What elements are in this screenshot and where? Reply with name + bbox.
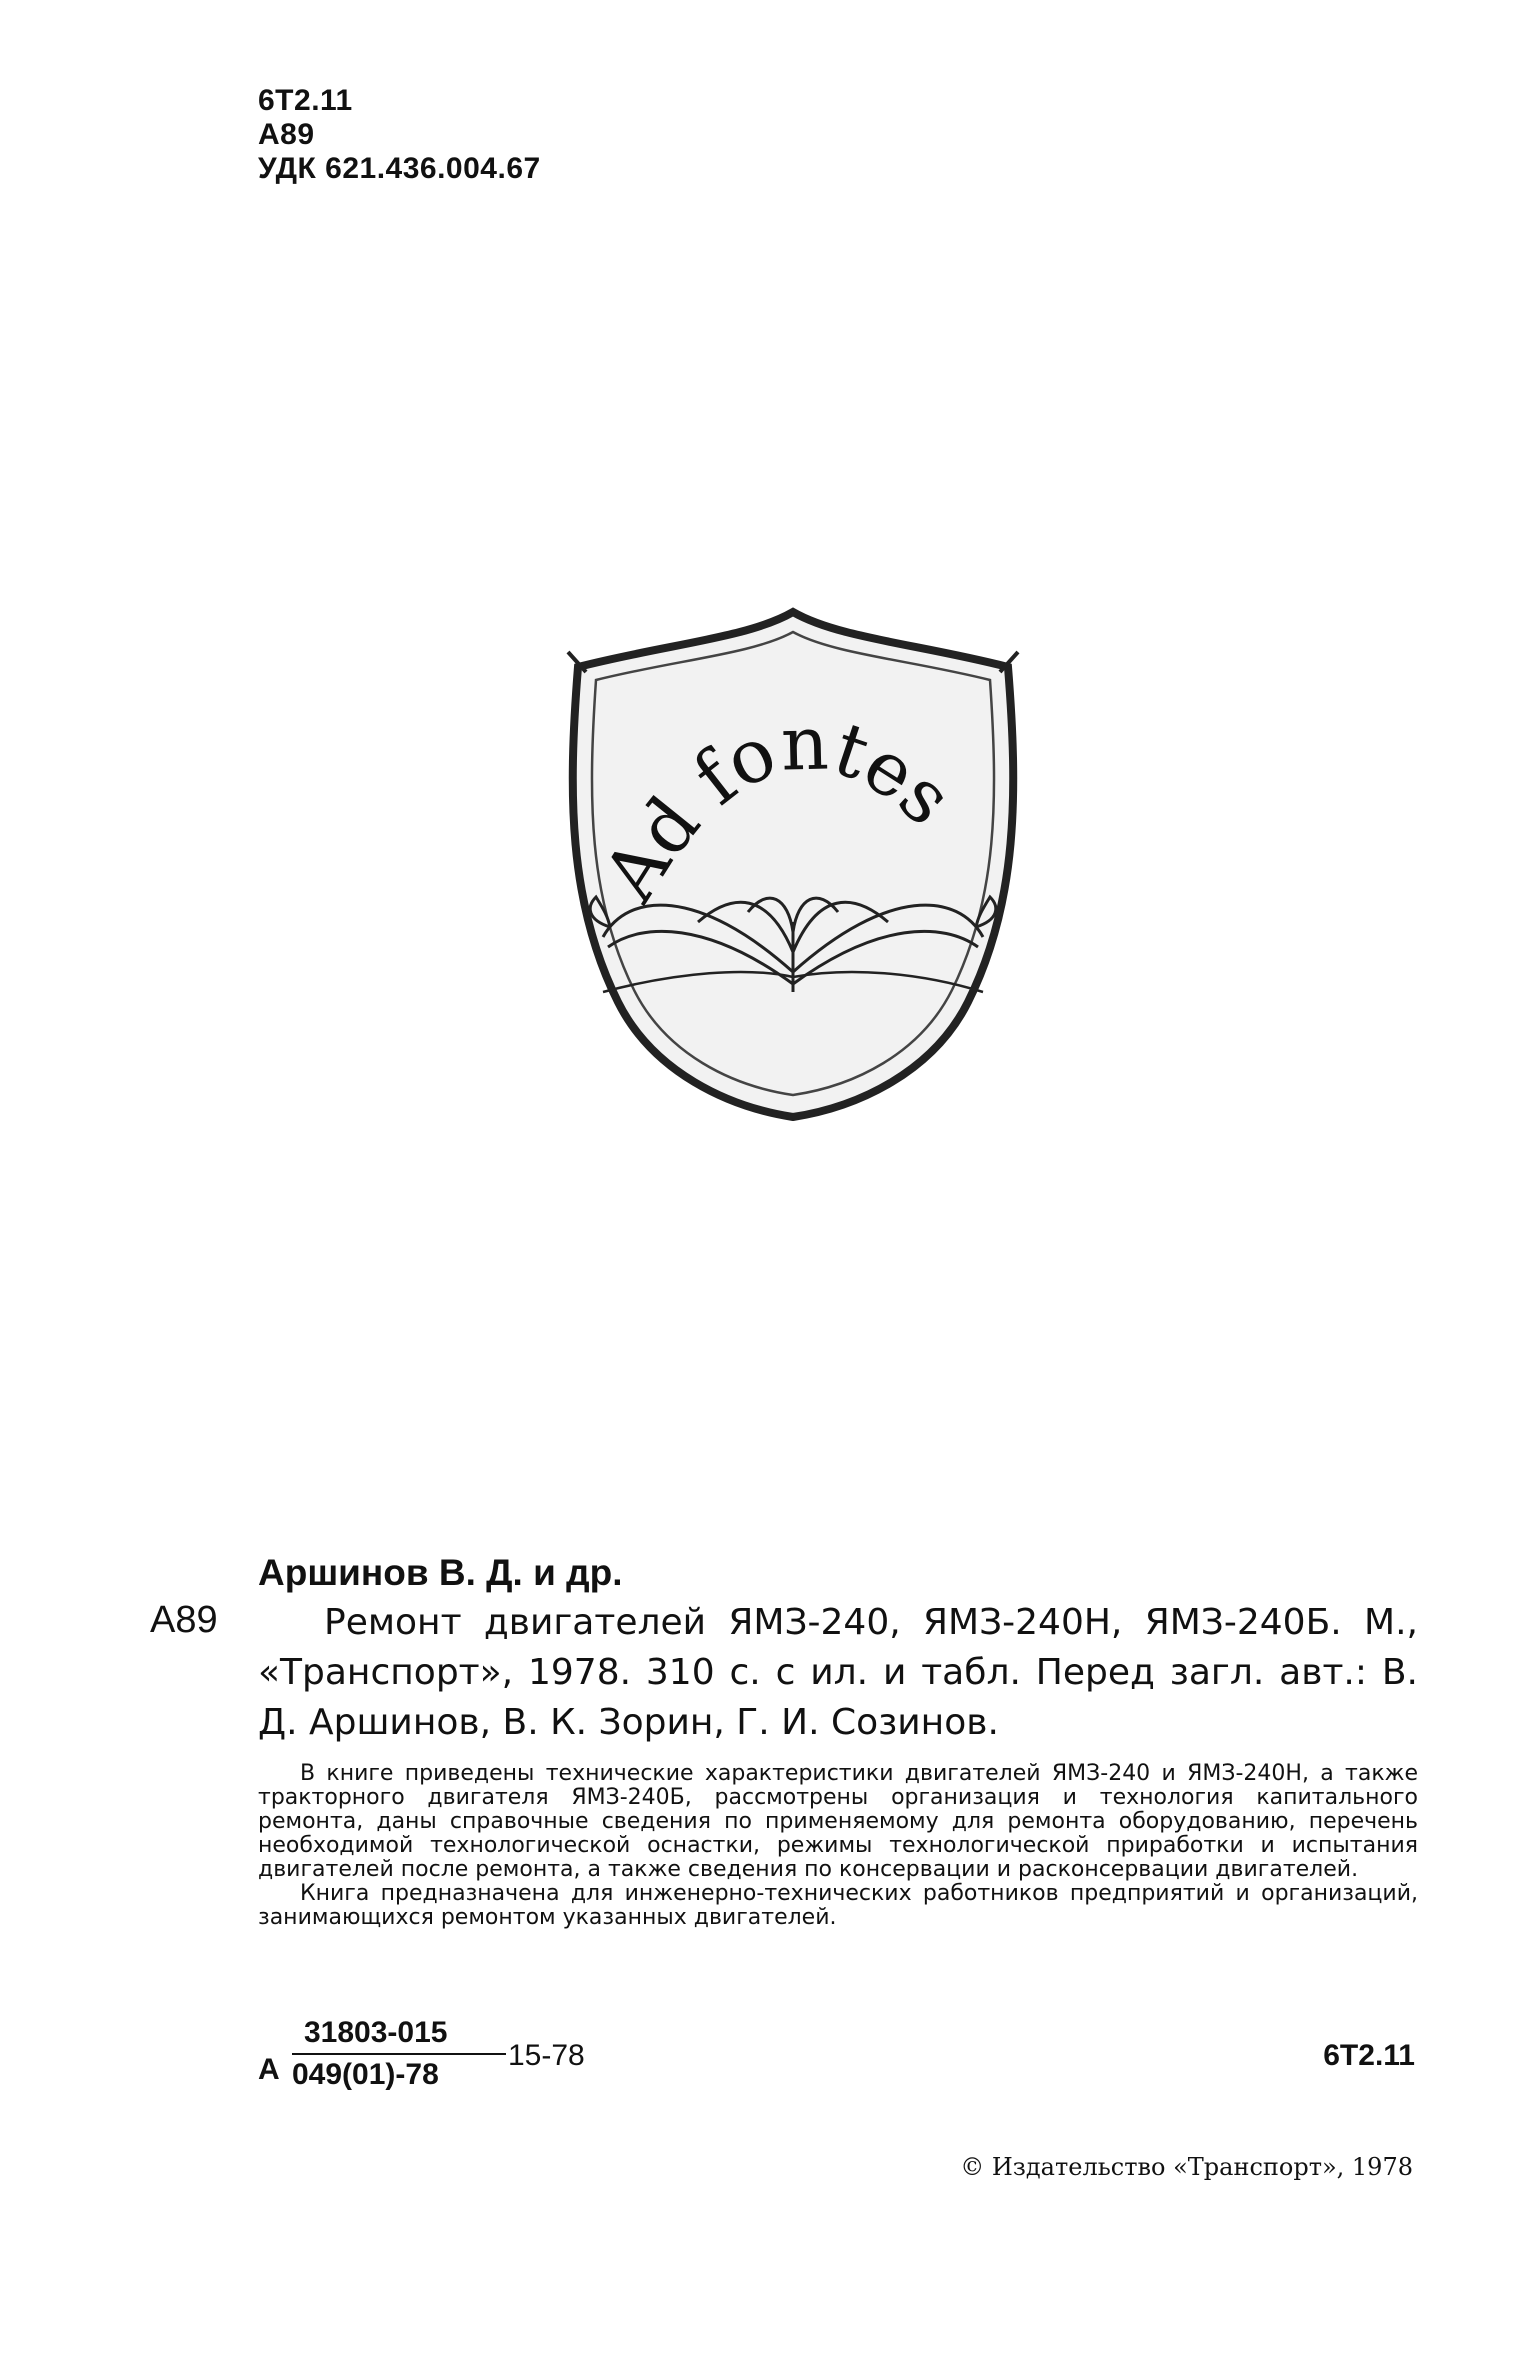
bibliographic-entry bbox=[258, 1548, 1418, 1748]
ad-fontes-emblem bbox=[548, 592, 1038, 1127]
bbk-index: 6Т2.11 bbox=[258, 84, 353, 117]
author-heading: Аршинов В. Д. и др. bbox=[258, 1552, 623, 1593]
author-mark: А89 bbox=[258, 118, 315, 151]
bibliographic-description: Ремонт двигателей ЯМЗ-240, ЯМЗ-240Н, ЯМЗ-240Б. М., «Транспорт», 1978. 310 с. с ил. и табл. Перед загл. авт.: В. Д. Аршинов, В. К. Зорин, Г. И. Созинов. bbox=[258, 1602, 1418, 1743]
udk-index: УДК 621.436.004.67 bbox=[258, 152, 541, 185]
classification-block bbox=[258, 84, 541, 186]
shield-logo-icon bbox=[548, 592, 1038, 1127]
annotation-paragraph: Книга предназначена для инженерно-технических работников предприятий и организаций, занимающихся ремонтом указанных двигателей. bbox=[258, 1881, 1418, 1930]
code-letter: А bbox=[258, 2053, 280, 2086]
classification-right: 6Т2.11 bbox=[1323, 2039, 1415, 2072]
annotation-paragraph: В книге приведены технические характеристики двигателей ЯМЗ-240 и ЯМЗ-240Н, а также тракторного двигателя ЯМЗ-240Б, рассмотрены организация и технология капитального ремонта, даны справочные сведения по применяемому для ремонта оборудованию, перечень необходимой технологической оснастки, режимы технологической приработки и испытания двигателей после ремонта, а также сведения по консервации и расконсервации двигателей. bbox=[258, 1761, 1418, 1882]
side-author-mark: А89 bbox=[150, 1599, 218, 1641]
fraction-rule bbox=[292, 2053, 506, 2055]
code-denominator: 049(01)-78 bbox=[292, 2058, 439, 2091]
code-fraction bbox=[292, 2015, 506, 2093]
motto-text: Ad fontes bbox=[586, 700, 969, 916]
code-suffix: 15-78 bbox=[508, 2039, 585, 2072]
code-numerator: 31803-015 bbox=[304, 2016, 448, 2049]
annotation bbox=[258, 1762, 1418, 1930]
copyright-line: © Издательство «Транспорт», 1978 bbox=[960, 2153, 1413, 2181]
